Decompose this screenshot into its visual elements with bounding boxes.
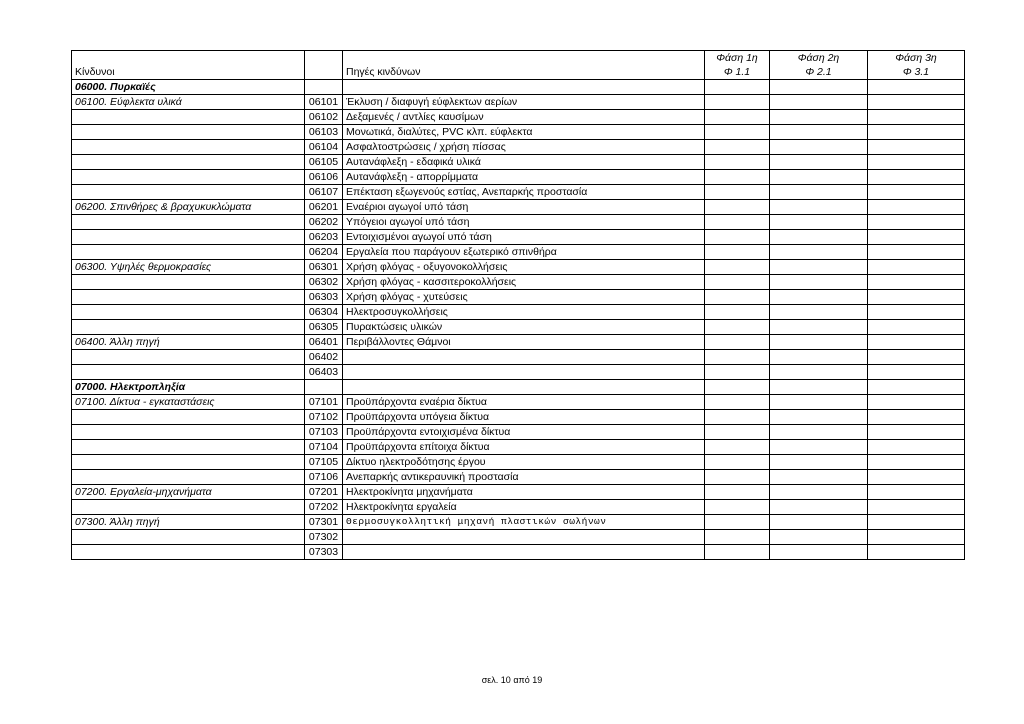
hazard-category-cell (72, 365, 305, 380)
table-row (72, 320, 965, 335)
phase-1-cell (705, 470, 770, 485)
risk-table (71, 50, 965, 560)
table-row (72, 500, 965, 515)
phase-2-cell (770, 515, 868, 530)
hazard-source-cell: Περιβάλλοντες Θάμνοι (343, 335, 705, 350)
hazard-source-cell: Χρήση φλόγας - χυτεύσεις (343, 290, 705, 305)
phase-3-cell (868, 335, 965, 350)
table-row (72, 335, 965, 350)
source-code-cell: 06401 (305, 335, 343, 350)
phase-3-cell (868, 410, 965, 425)
hazard-source-cell (343, 80, 705, 95)
phase-3-cell (868, 395, 965, 410)
phase-3-cell (868, 500, 965, 515)
hazard-source-cell: Προϋπάρχοντα υπόγεια δίκτυα (343, 410, 705, 425)
hazard-source-cell: Προϋπάρχοντα εντοιχισμένα δίκτυα (343, 425, 705, 440)
hazard-category-cell (72, 125, 305, 140)
table-row (72, 485, 965, 500)
phase-1-cell (705, 515, 770, 530)
hazard-source-cell: Ηλεκτροσυγκολλήσεις (343, 305, 705, 320)
phase-1-cell (705, 185, 770, 200)
hazard-category-cell: 06100. Εύφλεκτα υλικά (72, 95, 305, 110)
phase-1-cell (705, 365, 770, 380)
phase-3-name: Φάση 3η (868, 51, 965, 66)
phase-3-code: Φ 3.1 (868, 65, 965, 80)
source-code-cell: 06203 (305, 230, 343, 245)
phase-2-cell (770, 95, 868, 110)
hazard-category-cell: 07300. Άλλη πηγή (72, 515, 305, 530)
phase-2-cell (770, 275, 868, 290)
hazard-source-cell (343, 545, 705, 560)
source-code-cell: 06302 (305, 275, 343, 290)
hazard-source-cell: Ηλεκτροκίνητα μηχανήματα (343, 485, 705, 500)
hazard-category-cell: 06400. Άλλη πηγή (72, 335, 305, 350)
hazard-source-cell: Έκλυση / διαφυγή εύφλεκτων αερίων (343, 95, 705, 110)
hazard-category-cell: 06200. Σπινθήρες & βραχυκυκλώματα (72, 200, 305, 215)
phase-2-cell (770, 365, 868, 380)
phase-3-cell (868, 215, 965, 230)
header-row-phases (72, 51, 965, 66)
source-code-cell: 06105 (305, 155, 343, 170)
hazard-source-cell: Μονωτικά, διαλύτες, PVC κλπ. εύφλεκτα (343, 125, 705, 140)
header-hazards: Κίνδυνοι (72, 65, 305, 80)
phase-3-cell (868, 80, 965, 95)
phase-2-cell (770, 110, 868, 125)
table-body (72, 80, 965, 560)
phase-2-cell (770, 395, 868, 410)
table-row (72, 110, 965, 125)
phase-3-cell (868, 545, 965, 560)
hazard-category-cell (72, 500, 305, 515)
phase-3-cell (868, 275, 965, 290)
phase-3-cell (868, 365, 965, 380)
hazard-category-cell: 07000. Ηλεκτροπληξία (72, 380, 305, 395)
risk-table-sheet (71, 50, 965, 560)
source-code-cell: 07202 (305, 500, 343, 515)
source-code-cell: 06402 (305, 350, 343, 365)
hazard-category-cell (72, 410, 305, 425)
phase-2-cell (770, 470, 868, 485)
phase-2-cell (770, 350, 868, 365)
table-row (72, 155, 965, 170)
phase-1-cell (705, 335, 770, 350)
source-code-cell: 07301 (305, 515, 343, 530)
table-row (72, 230, 965, 245)
phase-2-cell (770, 80, 868, 95)
phase-3-cell (868, 200, 965, 215)
phase-1-cell (705, 275, 770, 290)
source-code-cell: 07106 (305, 470, 343, 485)
page-number: σελ. 10 από 19 (481, 675, 543, 685)
phase-3-cell (868, 290, 965, 305)
phase-3-cell (868, 95, 965, 110)
phase-1-cell (705, 290, 770, 305)
phase-2-cell (770, 425, 868, 440)
hazard-category-cell (72, 320, 305, 335)
hazard-category-cell (72, 440, 305, 455)
phase-3-cell (868, 110, 965, 125)
table-row (72, 185, 965, 200)
hazard-category-cell (72, 110, 305, 125)
hazard-source-cell (343, 380, 705, 395)
hazard-source-cell: Δεξαμενές / αντλίες καυσίμων (343, 110, 705, 125)
hazard-category-cell (72, 305, 305, 320)
phase-3-cell (868, 425, 965, 440)
source-code-cell: 07101 (305, 395, 343, 410)
source-code-cell: 06204 (305, 245, 343, 260)
phase-1-cell (705, 200, 770, 215)
phase-1-cell (705, 395, 770, 410)
phase-2-cell (770, 320, 868, 335)
source-code-cell: 07103 (305, 425, 343, 440)
table-row (72, 245, 965, 260)
source-code-cell: 07201 (305, 485, 343, 500)
source-code-cell: 07303 (305, 545, 343, 560)
hazard-source-cell: Εντοιχισμένοι αγωγοί υπό τάση (343, 230, 705, 245)
phase-3-cell (868, 380, 965, 395)
table-row (72, 455, 965, 470)
hazard-source-cell: Υπόγειοι αγωγοί υπό τάση (343, 215, 705, 230)
hazard-source-cell: Εργαλεία που παράγουν εξωτερικό σπινθήρα (343, 245, 705, 260)
hazard-category-cell (72, 215, 305, 230)
phase-2-cell (770, 500, 868, 515)
source-code-cell: 06202 (305, 215, 343, 230)
hazard-category-cell: 06000. Πυρκαϊές (72, 80, 305, 95)
source-code-cell: 06101 (305, 95, 343, 110)
phase-1-cell (705, 425, 770, 440)
phase-1-cell (705, 380, 770, 395)
phase-1-code: Φ 1.1 (705, 65, 770, 80)
phase-1-cell (705, 305, 770, 320)
phase-1-cell (705, 455, 770, 470)
table-row (72, 425, 965, 440)
phase-1-cell (705, 215, 770, 230)
phase-2-cell (770, 140, 868, 155)
phase-1-cell (705, 230, 770, 245)
table-row (72, 140, 965, 155)
phase-1-cell (705, 410, 770, 425)
phase-2-cell (770, 335, 868, 350)
source-code-cell: 06104 (305, 140, 343, 155)
hazard-source-cell: Χρήση φλόγας - οξυγονοκολλήσεις (343, 260, 705, 275)
header-blank-cell (305, 65, 343, 80)
table-row (72, 95, 965, 110)
hazard-category-cell (72, 425, 305, 440)
source-code-cell: 06304 (305, 305, 343, 320)
hazard-source-cell: Πυρακτώσεις υλικών (343, 320, 705, 335)
phase-2-cell (770, 410, 868, 425)
hazard-source-cell (343, 530, 705, 545)
phase-1-cell (705, 500, 770, 515)
hazard-source-cell (343, 350, 705, 365)
phase-1-cell (705, 485, 770, 500)
hazard-source-cell: Ηλεκτροκίνητα εργαλεία (343, 500, 705, 515)
table-row (72, 305, 965, 320)
phase-2-cell (770, 290, 868, 305)
source-code-cell: 06403 (305, 365, 343, 380)
phase-1-cell (705, 125, 770, 140)
phase-1-cell (705, 110, 770, 125)
hazard-category-cell (72, 170, 305, 185)
hazard-category-cell (72, 350, 305, 365)
table-row (72, 365, 965, 380)
phase-1-cell (705, 140, 770, 155)
hazard-category-cell (72, 530, 305, 545)
table-row (72, 395, 965, 410)
phase-3-cell (868, 125, 965, 140)
source-code-cell: 06305 (305, 320, 343, 335)
header-blank-cell (343, 51, 705, 66)
phase-2-cell (770, 245, 868, 260)
table-row (72, 545, 965, 560)
table-row (72, 470, 965, 485)
source-code-cell: 07102 (305, 410, 343, 425)
hazard-source-cell: Χρήση φλόγας - κασσιτεροκολλήσεις (343, 275, 705, 290)
phase-3-cell (868, 320, 965, 335)
table-row (72, 410, 965, 425)
hazard-category-cell: 06300. Υψηλές θερμοκρασίες (72, 260, 305, 275)
phase-2-name: Φάση 2η (770, 51, 868, 66)
phase-3-cell (868, 350, 965, 365)
hazard-category-cell (72, 470, 305, 485)
source-code-cell: 07105 (305, 455, 343, 470)
table-row (72, 290, 965, 305)
phase-1-cell (705, 545, 770, 560)
hazard-source-cell: Ανεπαρκής αντικεραυνική προστασία (343, 470, 705, 485)
phase-1-cell (705, 170, 770, 185)
source-code-cell: 06102 (305, 110, 343, 125)
header-blank-cell (305, 51, 343, 66)
table-row (72, 440, 965, 455)
phase-2-cell (770, 440, 868, 455)
phase-1-cell (705, 80, 770, 95)
phase-3-cell (868, 470, 965, 485)
hazard-source-cell: Ασφαλτοστρώσεις / χρήση πίσσας (343, 140, 705, 155)
table-row (72, 200, 965, 215)
hazard-source-cell: Προϋπάρχοντα εναέρια δίκτυα (343, 395, 705, 410)
phase-3-cell (868, 185, 965, 200)
hazard-category-cell: 07200. Εργαλεία-μηχανήματα (72, 485, 305, 500)
phase-3-cell (868, 230, 965, 245)
hazard-category-cell (72, 455, 305, 470)
phase-2-cell (770, 545, 868, 560)
source-code-cell: 06201 (305, 200, 343, 215)
phase-2-code: Φ 2.1 (770, 65, 868, 80)
phase-2-cell (770, 215, 868, 230)
table-row (72, 80, 965, 95)
table-row (72, 215, 965, 230)
phase-2-cell (770, 185, 868, 200)
table-row (72, 170, 965, 185)
phase-1-cell (705, 95, 770, 110)
phase-1-cell (705, 155, 770, 170)
source-code-cell: 07104 (305, 440, 343, 455)
phase-3-cell (868, 305, 965, 320)
hazard-category-cell (72, 155, 305, 170)
table-row (72, 260, 965, 275)
phase-1-cell (705, 530, 770, 545)
phase-3-cell (868, 455, 965, 470)
source-code-cell: 06103 (305, 125, 343, 140)
phase-3-cell (868, 440, 965, 455)
phase-1-cell (705, 245, 770, 260)
hazard-source-cell: Δίκτυο ηλεκτροδότησης έργου (343, 455, 705, 470)
table-row (72, 380, 965, 395)
hazard-category-cell (72, 185, 305, 200)
hazard-source-cell (343, 365, 705, 380)
phase-2-cell (770, 530, 868, 545)
hazard-category-cell (72, 275, 305, 290)
phase-2-cell (770, 260, 868, 275)
phase-2-cell (770, 455, 868, 470)
hazard-source-cell: Αυτανάφλεξη - εδαφικά υλικά (343, 155, 705, 170)
table-row (72, 125, 965, 140)
phase-1-cell (705, 260, 770, 275)
source-code-cell: 06107 (305, 185, 343, 200)
hazard-source-cell: Θερμοσυγκολλητική μηχανή πλαστικών σωλήνων (343, 515, 705, 530)
hazard-category-cell (72, 140, 305, 155)
phase-2-cell (770, 170, 868, 185)
source-code-cell: 06301 (305, 260, 343, 275)
phase-3-cell (868, 140, 965, 155)
source-code-cell: 06106 (305, 170, 343, 185)
phase-2-cell (770, 200, 868, 215)
phase-3-cell (868, 530, 965, 545)
phase-3-cell (868, 260, 965, 275)
header-blank-cell (72, 51, 305, 66)
phase-3-cell (868, 155, 965, 170)
source-code-cell: 07302 (305, 530, 343, 545)
phase-2-cell (770, 305, 868, 320)
hazard-source-cell: Εναέριοι αγωγοί υπό τάση (343, 200, 705, 215)
hazard-category-cell (72, 230, 305, 245)
phase-2-cell (770, 380, 868, 395)
phase-1-cell (705, 350, 770, 365)
hazard-category-cell: 07100. Δίκτυα - εγκαταστάσεις (72, 395, 305, 410)
phase-1-cell (705, 320, 770, 335)
phase-3-cell (868, 485, 965, 500)
hazard-source-cell: Προϋπάρχοντα επίτοιχα δίκτυα (343, 440, 705, 455)
table-row (72, 530, 965, 545)
hazard-category-cell (72, 290, 305, 305)
source-code-cell: 06303 (305, 290, 343, 305)
hazard-category-cell (72, 245, 305, 260)
hazard-source-cell: Αυτανάφλεξη - απορρίμματα (343, 170, 705, 185)
phase-2-cell (770, 485, 868, 500)
table-row (72, 275, 965, 290)
phase-3-cell (868, 170, 965, 185)
header-row-columns (72, 65, 965, 80)
phase-2-cell (770, 230, 868, 245)
hazard-category-cell (72, 545, 305, 560)
table-row (72, 350, 965, 365)
phase-3-cell (868, 245, 965, 260)
header-sources: Πηγές κινδύνων (343, 65, 705, 80)
phase-2-cell (770, 155, 868, 170)
phase-1-name: Φάση 1η (705, 51, 770, 66)
phase-3-cell (868, 515, 965, 530)
hazard-source-cell: Επέκταση εξωγενούς εστίας, Ανεπαρκής προστασία (343, 185, 705, 200)
table-row (72, 515, 965, 530)
source-code-cell (305, 80, 343, 95)
phase-2-cell (770, 125, 868, 140)
phase-1-cell (705, 440, 770, 455)
source-code-cell (305, 380, 343, 395)
